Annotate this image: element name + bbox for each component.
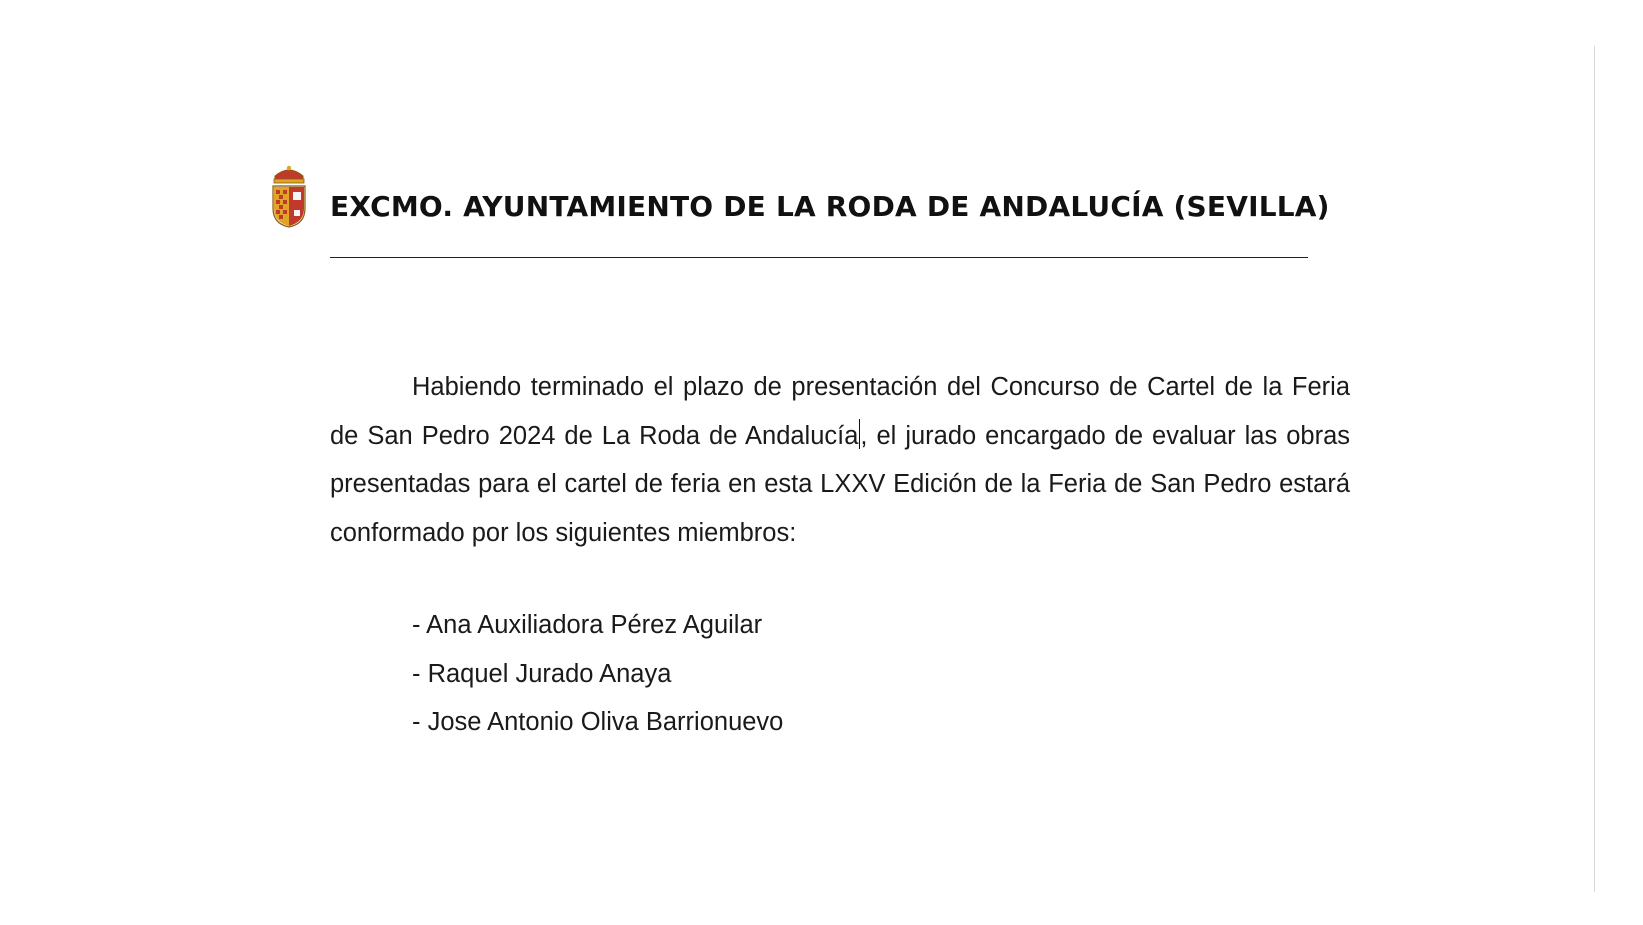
header-underline xyxy=(330,257,1308,258)
paragraph-text-part-2: , el jurado encargado de evaluar las obras presentadas para el cartel de feria en esta LXXV Edición de la Feria de San Pedro estará conformado por los siguientes miembros: xyxy=(330,421,1350,547)
paragraph-text-part-1: Habiendo terminado el plazo de presentación del Concurso de Cartel de la Feria de San Pedro 2024 de La Roda de Andalucía xyxy=(330,373,1350,450)
list-item: - Ana Auxiliadora Pérez Aguilar xyxy=(412,611,763,639)
announcement-paragraph xyxy=(330,363,1350,557)
coat-of-arms-icon xyxy=(270,164,308,228)
list-item: - Raquel Jurado Anaya xyxy=(412,659,672,688)
municipality-title: EXCMO. AYUNTAMIENTO DE LA RODA DE ANDALUCÍA (SEVILLA) xyxy=(330,190,1330,223)
jury-members-list xyxy=(412,601,783,747)
list-item: - Jose Antonio Oliva Barrionuevo xyxy=(412,708,784,736)
